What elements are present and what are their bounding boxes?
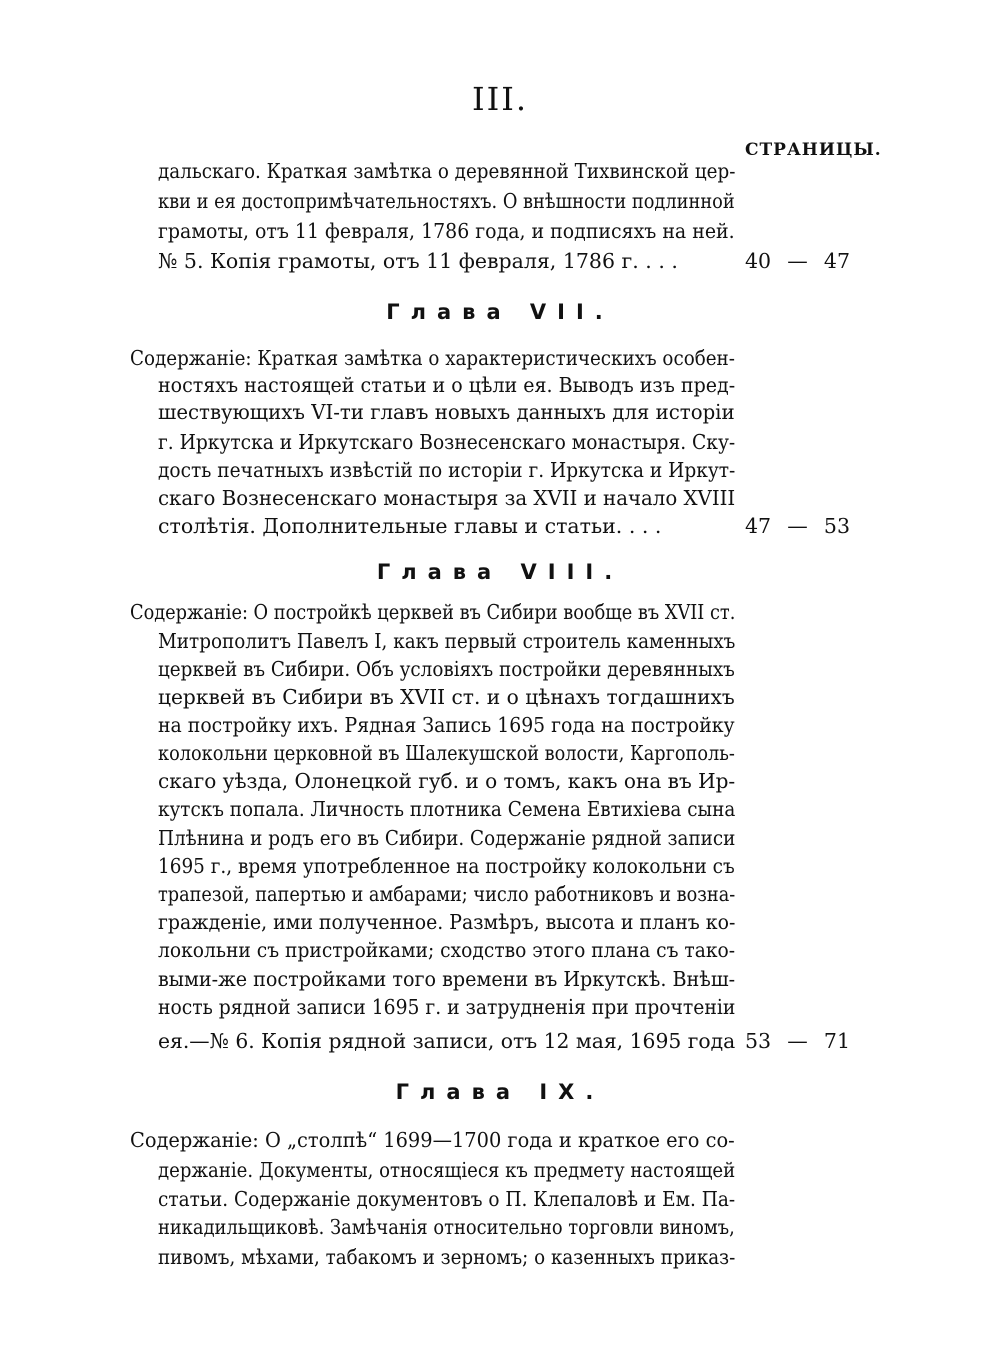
page-range — [745, 1028, 850, 1054]
text-line: выми-же постройками того времени въ Иркутскѣ. Внѣш- — [158, 967, 736, 991]
text-line: трапезой, папертью и амбарами; число работниковъ и возна- — [158, 882, 736, 906]
text-line: Митрополитъ Павелъ I, какъ первый строитель каменныхъ — [158, 629, 736, 653]
text-line: г. Иркутска и Иркутскаго Вознесенскаго монастыря. Ску- — [158, 430, 736, 454]
text-line: Плѣнина и родъ его въ Сибири. Содержаніе рядной записи — [158, 826, 736, 850]
text-line: на постройку ихъ. Рядная Запись 1695 года на постройку — [158, 713, 735, 737]
text-line: Содержаніе: О „столпѣ“ 1699—1700 года и краткое его со- — [130, 1128, 735, 1152]
column-header-pages: СТРАНИЦЫ. — [745, 140, 882, 160]
text-line: грамоты, отъ 11 февраля, 1786 года, и подписяхъ на ней. — [158, 219, 735, 243]
page-to: 53 — [823, 514, 850, 538]
text-line: дость печатныхъ извѣстій по исторіи г. Иркутска и Иркут- — [158, 458, 736, 482]
text-line: столѣтія. Дополнительные главы и статьи. . . . 47 — 53 — [158, 514, 850, 538]
text-line: церквей въ Сибири. Объ условіяхъ постройки деревянныхъ — [158, 657, 735, 681]
text-line: ея.—№ 6. Копія рядной записи, отъ 12 мая, 1695 года 53 — 71 — [158, 1029, 850, 1053]
page-dash: — — [787, 249, 808, 273]
chapter-heading: Глава VII. — [386, 300, 614, 324]
page-range — [745, 513, 850, 539]
page-dash: — — [787, 514, 808, 538]
text-line: № 5. Копія грамоты, отъ 11 февраля, 1786 г. . . . 40 — 47 — [158, 249, 850, 273]
text-line: гражденіе, ими полученное. Размѣръ, высота и планъ ко- — [158, 910, 736, 934]
text-line: шествующихъ VI-ти главъ новыхъ данныхъ для исторіи — [158, 400, 735, 424]
page-from: 40 — [745, 249, 772, 273]
text-line: скаго Вознесенскаго монастыря за XVII и начало XVIII — [158, 486, 736, 510]
page-number: III. — [471, 80, 529, 118]
text-line: ность рядной записи 1695 г. и затрудненія при прочтеніи — [158, 995, 736, 1019]
text-line: церквей въ Сибири въ XVII ст. и о цѣнахъ тогдашнихъ — [158, 685, 735, 709]
text-line: никадильщиковѣ. Замѣчанія относительно торговли виномъ, — [158, 1215, 735, 1239]
text-line: пивомъ, мѣхами, табакомъ и зерномъ; о казенныхъ приказ- — [158, 1245, 736, 1269]
text-line: ностяхъ настоящей статьи и о цѣли ея. Выводъ изъ пред- — [158, 373, 736, 397]
page-range — [745, 248, 850, 274]
page-from: 53 — [745, 1029, 772, 1053]
chapter-heading: Глава IX. — [395, 1080, 605, 1104]
text-line: Содержаніе: Краткая замѣтка о характеристическихъ особен- — [130, 346, 735, 370]
text-line: дальскаго. Краткая замѣтка о деревянной Тихвинской цер- — [158, 159, 736, 183]
page-from: 47 — [745, 514, 772, 538]
page-to: 47 — [823, 249, 850, 273]
text-line: локольни съ пристройками; сходство этого плана съ тако- — [158, 938, 736, 962]
text-line: статьи. Содержаніе документовъ о П. Клепаловѣ и Ем. Па- — [158, 1187, 736, 1211]
page-dash: — — [787, 1029, 808, 1053]
page-to: 71 — [823, 1029, 850, 1053]
chapter-heading: Глава VIII. — [376, 560, 624, 584]
text-line: скаго уѣзда, Олонецкой губ. и о томъ, какъ она въ Ир- — [158, 769, 736, 793]
text-line: держаніе. Документы, относящіеся къ предмету настоящей — [158, 1158, 736, 1182]
text-line: Содержаніе: О постройкѣ церквей въ Сибири вообще въ XVII ст. — [130, 600, 736, 624]
text-line: колокольни церковной въ Шалекушской волости, Каргополь- — [158, 741, 735, 765]
text-line: кутскъ попала. Личность плотника Семена Евтихіева сына — [158, 797, 736, 821]
text-line: 1695 г., время употребленное на постройку колокольни съ — [158, 854, 735, 878]
text-line: кви и ея достопримѣчательностяхъ. О внѣшности подлинной — [158, 189, 735, 213]
